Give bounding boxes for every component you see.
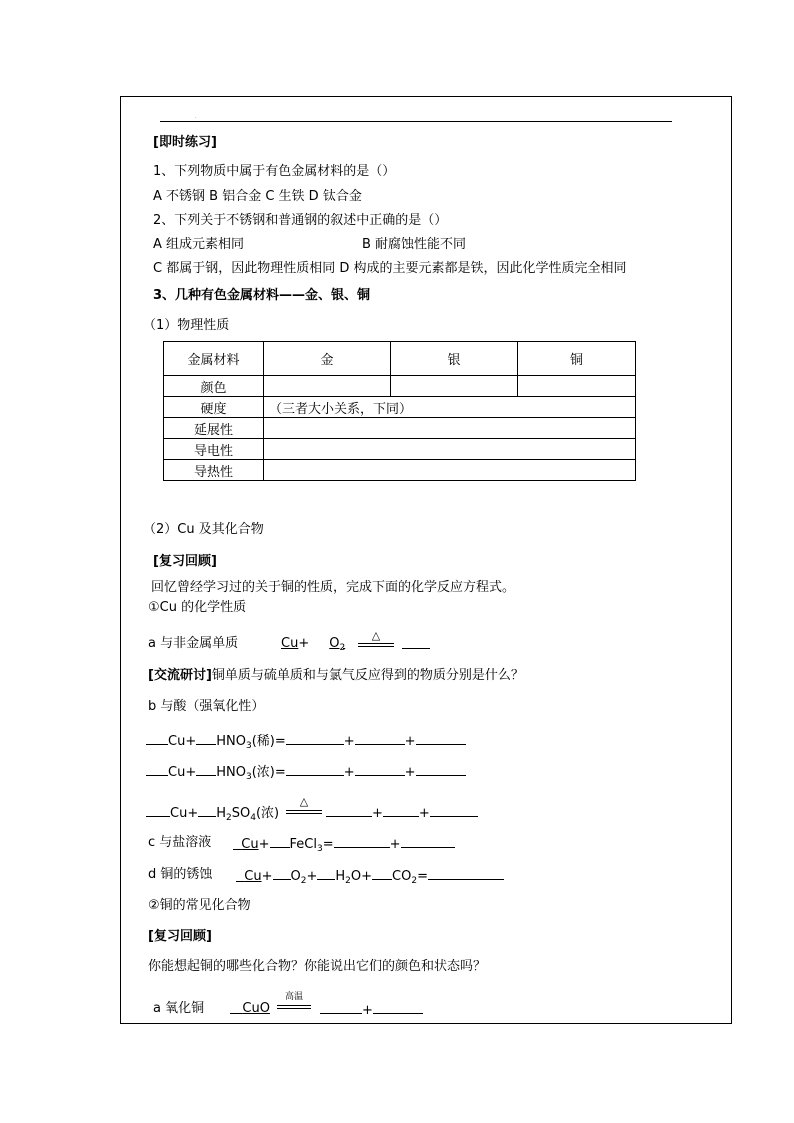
review-title: [复习回顾]	[153, 554, 217, 569]
section-3-heading: 3、几种有色金属材料——金、银、铜	[153, 288, 371, 303]
delta-symbol: △	[299, 795, 309, 808]
cell-blank	[264, 376, 391, 397]
chem-props-heading: ①Cu 的化学性质	[148, 600, 247, 615]
cell-blank	[264, 418, 636, 439]
question-2-option-a: A 组成元素相同	[153, 237, 245, 252]
header-gold: 金	[264, 342, 391, 376]
o2-formula: $O_2$	[329, 636, 346, 653]
high-temp-label: 高温	[284, 992, 303, 1002]
heating-arrow	[358, 630, 394, 650]
table-row	[164, 376, 636, 397]
h2so4-products: + +	[326, 804, 478, 822]
reaction-fecl3: Cu+ FeCl$_3$= +	[233, 835, 455, 853]
question-2-option-cd: C 都属于钢，因此物理性质相同 D 构成的主要元素都是铁，因此化学性质完全相同	[153, 261, 627, 276]
table-row	[164, 418, 636, 439]
hardness-note: （三者大小关系，下同）	[264, 397, 636, 418]
header-metal: 金属材料	[164, 342, 264, 376]
row-label-ductility: 延展性	[164, 418, 264, 439]
reaction-hno3-conc: $Cu+ HNO_3$(浓)= + +	[146, 763, 466, 781]
discuss-line	[148, 668, 524, 684]
cuo-formula: CuO	[242, 1001, 270, 1016]
answer-blank	[402, 636, 430, 654]
question-1-options: A 不锈钢 B 铝合金 C 生铁 D 钛合金	[153, 189, 362, 204]
cuo-products: +	[320, 1001, 423, 1019]
review-title-2: [复习回顾]	[148, 929, 212, 944]
reaction-b-label: b 与酸（强氧化性）	[148, 699, 265, 714]
reaction-hno3-dilute: $Cu+ HNO_3$(稀)= + +	[146, 732, 466, 750]
compounds-question: 你能想起铜的哪些化合物？你能说出它们的颜色和状态吗？	[148, 959, 487, 974]
cu-section-heading: （2）Cu 及其化合物	[143, 522, 264, 537]
heating-arrow	[286, 796, 322, 818]
table-row	[164, 439, 636, 460]
question-2-option-b: B 耐腐蚀性能不同	[362, 237, 467, 252]
reaction-corrosion: $Cu+ O_2+ H_2O+ CO_2=$	[236, 867, 504, 885]
reaction-h2so4-conc: $Cu+ H_2SO_4$(浓)	[146, 804, 279, 822]
table-header-row	[164, 342, 636, 376]
high-temp-arrow	[277, 992, 311, 1014]
delta-symbol: △	[371, 629, 381, 642]
cell-blank	[264, 439, 636, 460]
table-row	[164, 397, 636, 418]
header-mark: ·	[195, 115, 197, 121]
metal-properties-table	[163, 341, 636, 481]
review-text: 回忆曾经学习过的关于铜的性质，完成下面的化学反应方程式。	[151, 580, 516, 595]
cell-blank	[264, 460, 636, 481]
header-rule	[160, 121, 672, 122]
row-label-color: 颜色	[164, 376, 264, 397]
row-label-conductivity: 导电性	[164, 439, 264, 460]
table-row	[164, 460, 636, 481]
physical-props-heading: （1）物理性质	[143, 318, 230, 333]
cuo-label: a 氧化铜	[153, 1001, 205, 1016]
header-silver: 银	[391, 342, 518, 376]
question-1: 1、下列物质中属于有色金属材料的是（）	[153, 164, 396, 179]
reaction-d-label: d 铜的锈蚀	[148, 867, 213, 882]
reaction-c-label: c 与盐溶液	[148, 835, 212, 850]
cell-blank	[391, 376, 518, 397]
cell-blank	[518, 376, 636, 397]
plus-sign: +	[298, 636, 310, 651]
discuss-title: [交流研讨]	[148, 668, 212, 683]
header-copper: 铜	[518, 342, 636, 376]
reaction-a-formula	[281, 636, 345, 652]
quick-practice-title: [即时练习]	[153, 135, 217, 150]
row-label-thermal: 导热性	[164, 460, 264, 481]
cu-formula: Cu	[281, 636, 299, 651]
reaction-a-label: a 与非金属单质	[148, 636, 239, 651]
question-2: 2、下列关于不锈钢和普通钢的叙述中正确的是（）	[153, 213, 448, 228]
common-compounds-heading: ②铜的常见化合物	[148, 898, 251, 913]
row-label-hardness: 硬度	[164, 397, 264, 418]
discuss-text: 铜单质与硫单质和与氯气反应得到的物质分别是什么？	[211, 668, 524, 683]
